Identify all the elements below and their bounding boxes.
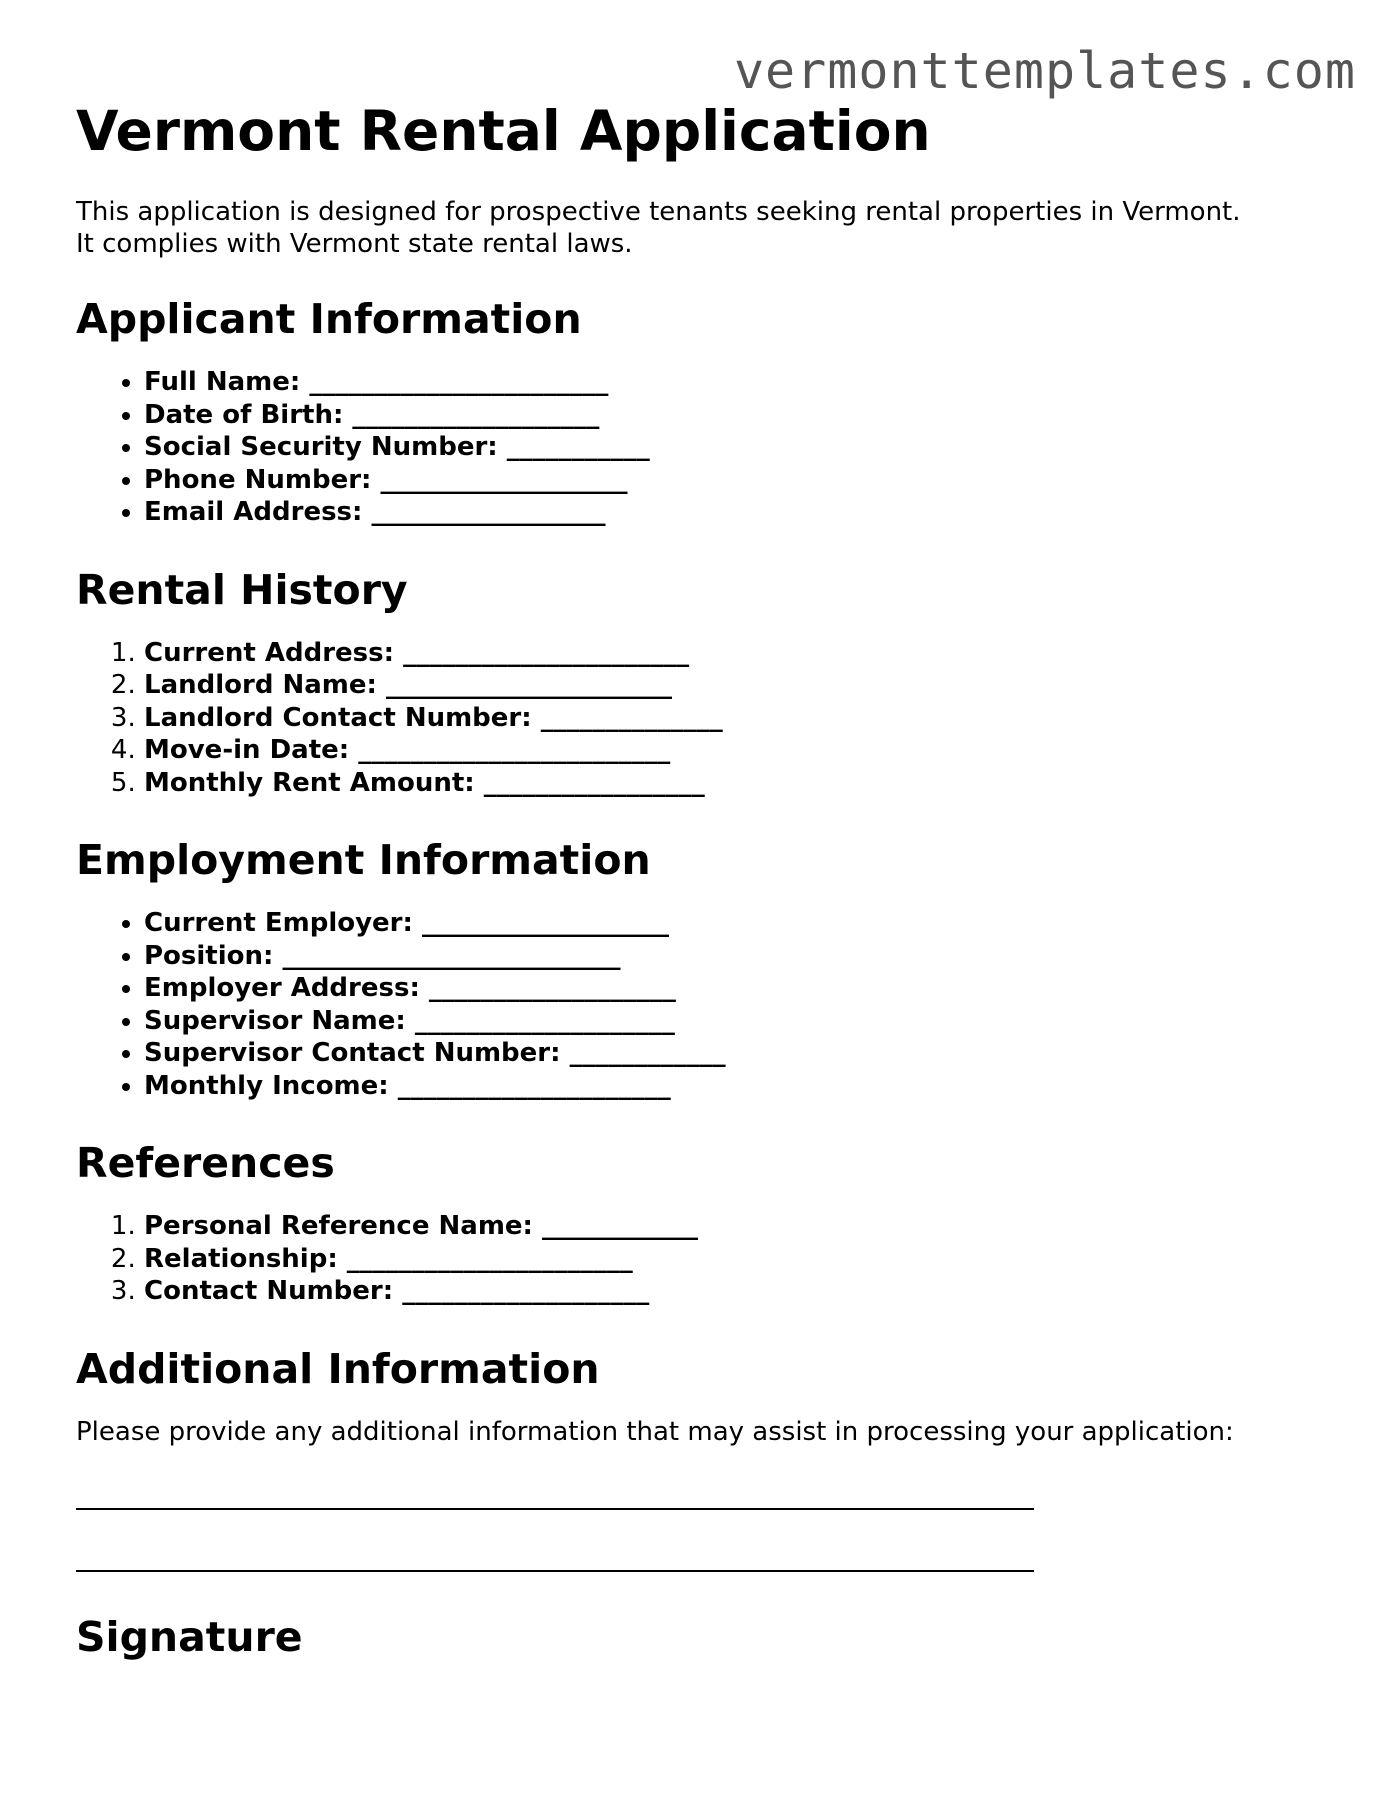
list-item <box>144 1005 1326 1038</box>
field-label: Relationship: <box>144 1243 338 1274</box>
list-item <box>144 431 1326 464</box>
field-label: Contact Number: <box>144 1276 394 1306</box>
blank-line[interactable]: _____________________ <box>397 1070 671 1101</box>
field-label: Landlord Contact Number: <box>144 702 532 733</box>
blank-line[interactable]: _______________________ <box>309 367 609 397</box>
blank-line[interactable]: _________________ <box>483 767 705 798</box>
section-rental-history <box>76 565 1326 800</box>
section-employment <box>76 835 1326 1102</box>
rental-history-list <box>76 637 1326 800</box>
section-additional <box>76 1344 1326 1572</box>
field-label: Personal Reference Name: <box>144 1211 533 1241</box>
applicant-list <box>76 366 1326 529</box>
blank-line[interactable]: ___________ <box>506 432 650 462</box>
list-item <box>144 669 1326 702</box>
list-item <box>144 496 1326 529</box>
list-item <box>144 1210 1326 1243</box>
field-label: Supervisor Contact Number: <box>144 1038 561 1068</box>
field-label: Move-in Date: <box>144 735 350 765</box>
field-label: Email Address: <box>144 497 363 527</box>
blank-line[interactable]: ______________ <box>540 702 723 733</box>
blank-line[interactable]: ___________________ <box>421 908 669 938</box>
intro-text <box>76 196 1326 260</box>
section-heading-applicant: Applicant Information <box>76 295 582 343</box>
section-applicant <box>76 294 1326 529</box>
list-item <box>144 940 1326 973</box>
field-label: Full Name: <box>144 367 301 397</box>
employment-list <box>76 907 1326 1102</box>
list-item <box>144 702 1326 735</box>
section-heading-employment: Employment Information <box>76 836 651 884</box>
section-signature <box>76 1612 1326 1662</box>
field-label: Current Address: <box>144 637 395 668</box>
list-item <box>144 1037 1326 1070</box>
blank-line[interactable]: ___________________ <box>380 464 628 495</box>
list-item <box>144 734 1326 767</box>
additional-info-line-2[interactable] <box>76 1570 1034 1572</box>
references-list <box>76 1210 1326 1308</box>
list-item <box>144 637 1326 670</box>
additional-info-line-1[interactable] <box>76 1508 1034 1510</box>
list-item <box>144 399 1326 432</box>
blank-line[interactable]: ________________________ <box>358 735 671 765</box>
list-item <box>144 366 1326 399</box>
watermark: vermonttemplates.com <box>733 42 1356 100</box>
page-title: Vermont Rental Application <box>76 99 931 163</box>
blank-line[interactable]: ___________________ <box>352 399 600 430</box>
list-item <box>144 1243 1326 1276</box>
field-label: Monthly Rent Amount: <box>144 767 475 798</box>
list-item <box>144 464 1326 497</box>
section-heading-signature: Signature <box>76 1612 303 1661</box>
field-label: Position: <box>144 940 274 971</box>
field-label: Landlord Name: <box>144 670 377 700</box>
field-label: Date of Birth: <box>144 399 344 430</box>
blank-line[interactable]: ____________________ <box>414 1005 675 1036</box>
section-references <box>76 1138 1326 1308</box>
blank-line[interactable]: ______________________ <box>385 670 672 700</box>
section-heading-references: References <box>76 1139 335 1187</box>
blank-line[interactable]: ______________________ <box>346 1243 633 1274</box>
blank-line[interactable]: ____________ <box>569 1038 726 1068</box>
list-item <box>144 1275 1326 1308</box>
blank-line[interactable]: ____________ <box>542 1211 699 1241</box>
blank-line[interactable]: ______________________ <box>403 637 690 668</box>
section-heading-rental-history: Rental History <box>76 565 408 614</box>
intro-line-2: It complies with Vermont state rental laws. <box>76 229 633 259</box>
section-heading-additional: Additional Information <box>76 1344 600 1393</box>
field-label: Monthly Income: <box>144 1070 389 1101</box>
intro-line-1: This application is designed for prospective tenants seeking rental properties in Vermont. <box>76 197 1241 227</box>
list-item <box>144 767 1326 800</box>
field-label: Supervisor Name: <box>144 1005 406 1036</box>
blank-line[interactable]: ___________________ <box>402 1276 650 1306</box>
additional-instructions: Please provide any additional information that may assist in processing your application: <box>76 1416 1234 1447</box>
field-label: Employer Address: <box>144 973 420 1003</box>
list-item <box>144 972 1326 1005</box>
field-label: Social Security Number: <box>144 432 498 462</box>
field-label: Current Employer: <box>144 908 413 938</box>
blank-line[interactable]: ___________________ <box>428 973 676 1003</box>
list-item <box>144 1070 1326 1103</box>
blank-line[interactable]: __________________ <box>371 497 606 527</box>
blank-line[interactable]: __________________________ <box>282 940 621 971</box>
field-label: Phone Number: <box>144 464 372 495</box>
list-item <box>144 907 1326 940</box>
document-page <box>76 92 1326 1662</box>
